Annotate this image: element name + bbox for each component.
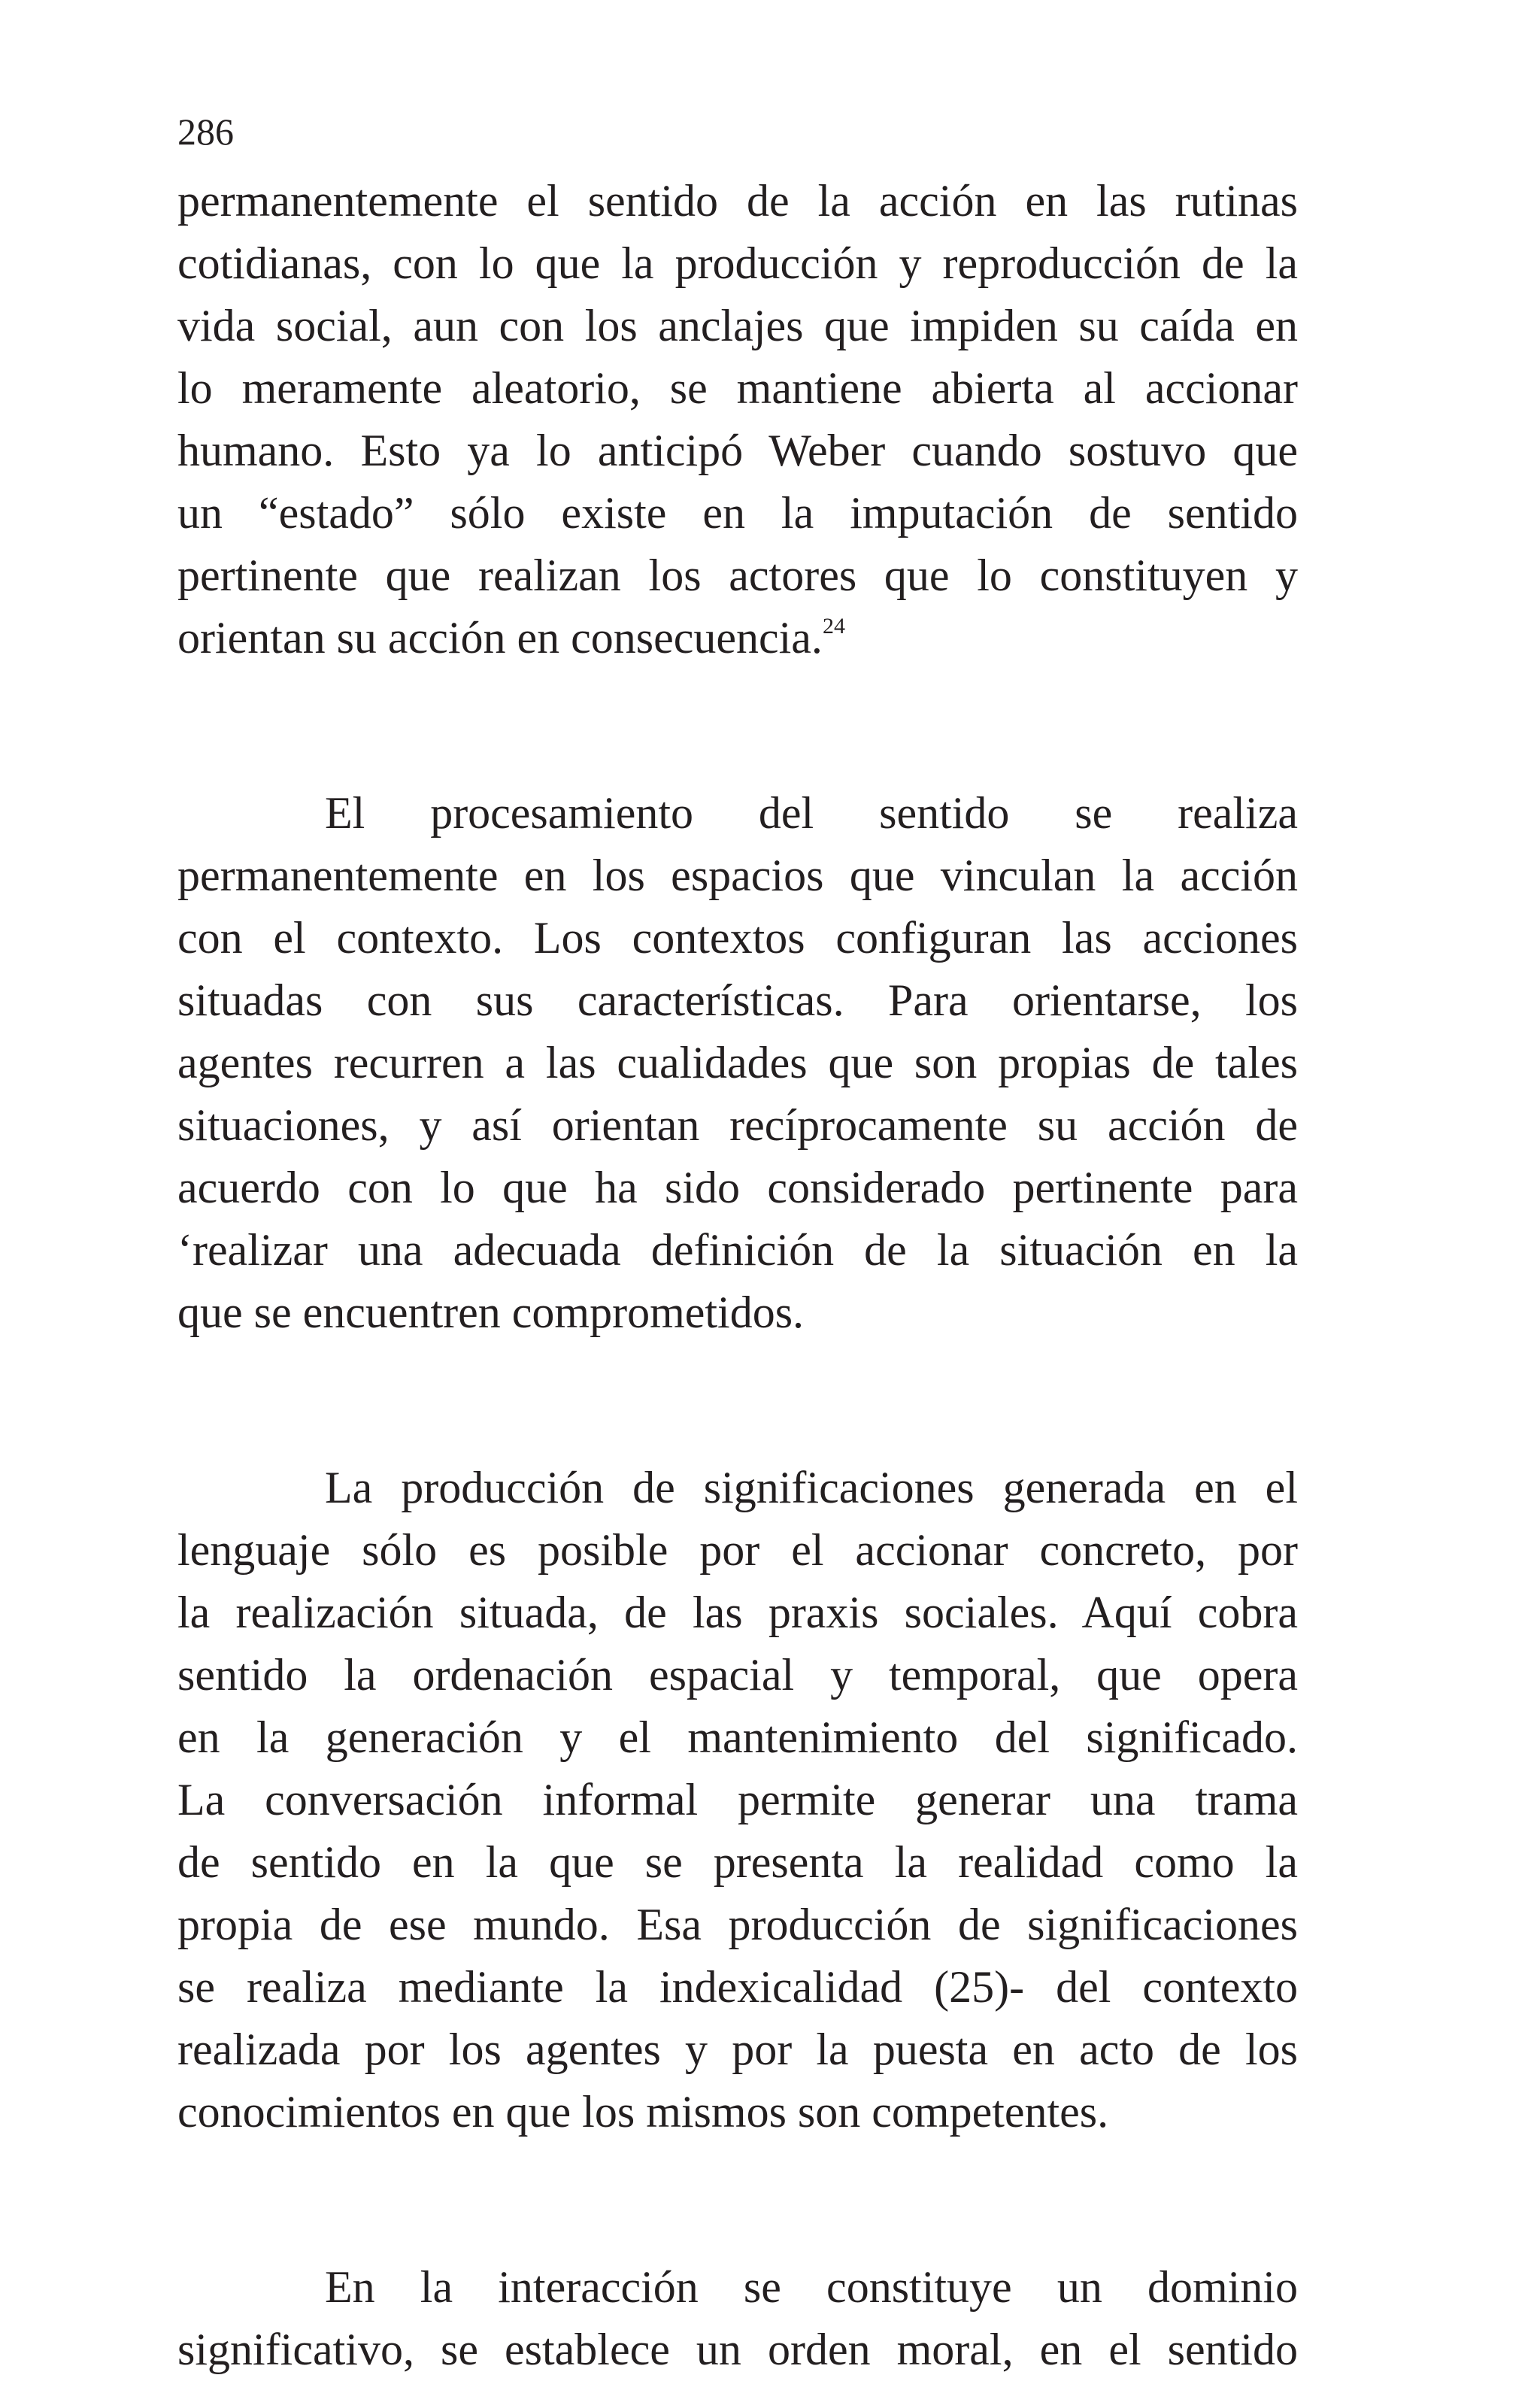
paragraph-1 (177, 170, 1298, 669)
text-line: lenguaje sólo es posible por el accionar concreto, por (177, 1525, 1298, 1575)
text-line (177, 607, 1298, 669)
text-line: de sentido en la que se presenta la realidad como la (177, 1837, 1298, 1887)
text-line: la realización situada, de las praxis sociales. Aquí cobra (177, 1588, 1298, 1637)
paragraph-gap (177, 1344, 1298, 1457)
text-line: sentido la ordenación espacial y temporal, que opera (177, 1650, 1298, 1700)
body-text (177, 170, 1298, 2381)
text-line: cotidianas, con lo que la producción y reproducción de la (177, 238, 1298, 288)
footnote-marker: 24 (822, 614, 845, 638)
text-line: ‘realizar una adecuada definición de la situación en la (177, 1225, 1298, 1275)
paragraph-gap (177, 2143, 1298, 2256)
paragraph-gap (177, 669, 1298, 782)
text-line-content: orientan su acción en consecuencia. (177, 613, 823, 663)
text-line: en la generación y el mantenimiento del significado. (177, 1712, 1298, 1762)
text-line: que se encuentren comprometidos. (177, 1288, 805, 1337)
paragraph-3 (177, 1457, 1298, 2143)
text-line: realizada por los agentes y por la puesta en acto de los (177, 2025, 1298, 2074)
text-line: propia de ese mundo. Esa producción de significaciones (177, 1900, 1298, 1949)
page-number: 286 (177, 111, 234, 153)
text-line: lo meramente aleatorio, se mantiene abierta al accionar (177, 363, 1298, 413)
text-line: conocimientos en que los mismos son competentes. (177, 2087, 1109, 2137)
text-line: pertinente que realizan los actores que lo constituyen y (177, 551, 1298, 600)
text-line: situadas con sus características. Para orientarse, los (177, 975, 1298, 1025)
text-line: En la interacción se constituye un dominio (325, 2262, 1298, 2312)
text-line: un “estado” sólo existe en la imputación de sentido (177, 488, 1298, 538)
paragraph-2 (177, 782, 1298, 1344)
text-line: La producción de significaciones generada en el (325, 1463, 1298, 1512)
text-line: permanentemente en los espacios que vinculan la acción (177, 851, 1298, 900)
text-line: significativo, se establece un orden moral, en el sentido (177, 2325, 1298, 2374)
text-line: permanentemente el sentido de la acción en las rutinas (177, 176, 1298, 226)
text-line: situaciones, y así orientan recíprocamente su acción de (177, 1100, 1298, 1150)
text-line: agentes recurren a las cualidades que son propias de tales (177, 1038, 1298, 1087)
text-line: El procesamiento del sentido se realiza (325, 788, 1298, 838)
text-line: humano. Esto ya lo anticipó Weber cuando sostuvo que (177, 426, 1298, 475)
text-line: acuerdo con lo que ha sido considerado pertinente para (177, 1163, 1298, 1212)
text-line: vida social, aun con los anclajes que impiden su caída en (177, 301, 1298, 350)
text-line: con el contexto. Los contextos configuran las acciones (177, 913, 1298, 963)
text-line: se realiza mediante la indexicalidad (25)- del contexto (177, 1962, 1298, 2012)
text-line: La conversación informal permite generar una trama (177, 1775, 1298, 1824)
paragraph-4 (177, 2256, 1298, 2381)
